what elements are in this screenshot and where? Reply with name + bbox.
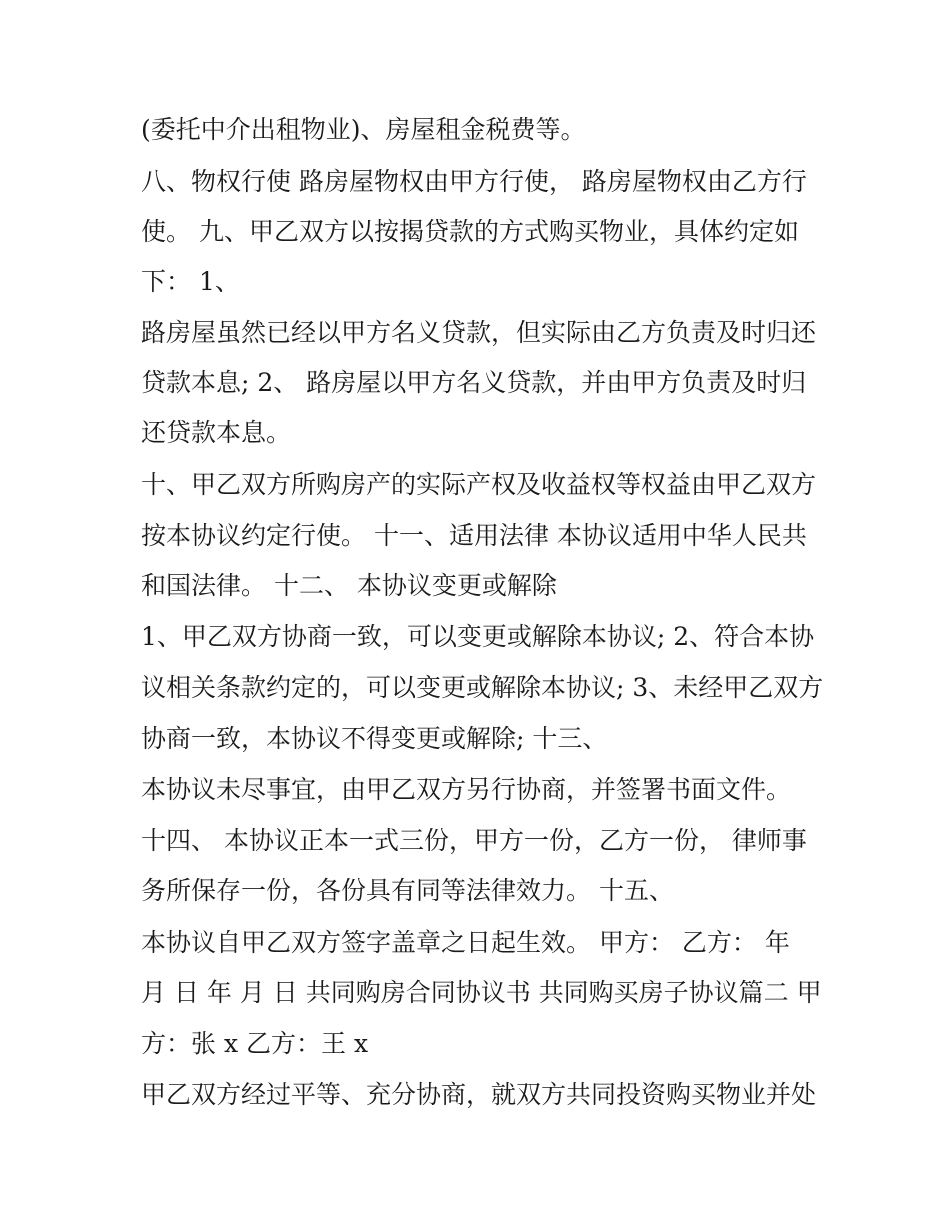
- text-line: 协商一致，本协议不得变更或解除; 十三、: [141, 724, 608, 753]
- text-line: 贷款本息; 2、 路房屋以甲方名义贷款，并由甲方负责及时归: [141, 368, 807, 397]
- text-line: 本协议未尽事宜，由甲乙双方另行协商，并签署书面文件。: [141, 775, 792, 804]
- text-line: 按本协议约定行使。 十一、适用法律 本协议适用中华人民共: [141, 521, 807, 550]
- text-line: 方：张 x 乙方：王 x: [141, 1029, 369, 1058]
- text-line: 路房屋虽然已经以甲方名义贷款，但实际由乙方负责及时归还: [141, 318, 817, 347]
- text-line: 1、甲乙双方协商一致，可以变更或解除本协议; 2、符合本协: [141, 622, 815, 651]
- text-line: (委托中介出租物业)、房屋租金税费等。: [141, 115, 586, 144]
- text-line: 十、甲乙双方所购房产的实际产权及收益权等权益由甲乙双方: [141, 470, 817, 499]
- text-line: 和国法律。 十二、 本协议变更或解除: [141, 571, 557, 600]
- text-line: 月 日 年 月 日 共同购房合同协议书 共同购买房子协议篇二 甲: [141, 978, 822, 1007]
- text-line: 使。 九、甲乙双方以按揭贷款的方式购买物业，具体约定如: [141, 217, 799, 246]
- text-line: 议相关条款约定的，可以变更或解除本协议; 3、未经甲乙双方: [141, 673, 824, 702]
- text-line: 十四、 本协议正本一式三份，甲方一份，乙方一份， 律师事: [141, 826, 807, 855]
- text-line: 甲乙双方经过平等、充分协商，就双方共同投资购买物业并处: [141, 1080, 817, 1109]
- text-line: 还贷款本息。: [141, 418, 292, 447]
- text-line: 务所保存一份，各份具有同等法律效力。 十五、: [141, 876, 674, 905]
- text-line: 下： 1、: [141, 267, 240, 296]
- text-line: 本协议自甲乙双方签字盖章之日起生效。 甲方： 乙方： 年: [141, 928, 790, 957]
- text-line: 八、物权行使 路房屋物权由甲方行使， 路房屋物权由乙方行: [141, 167, 807, 196]
